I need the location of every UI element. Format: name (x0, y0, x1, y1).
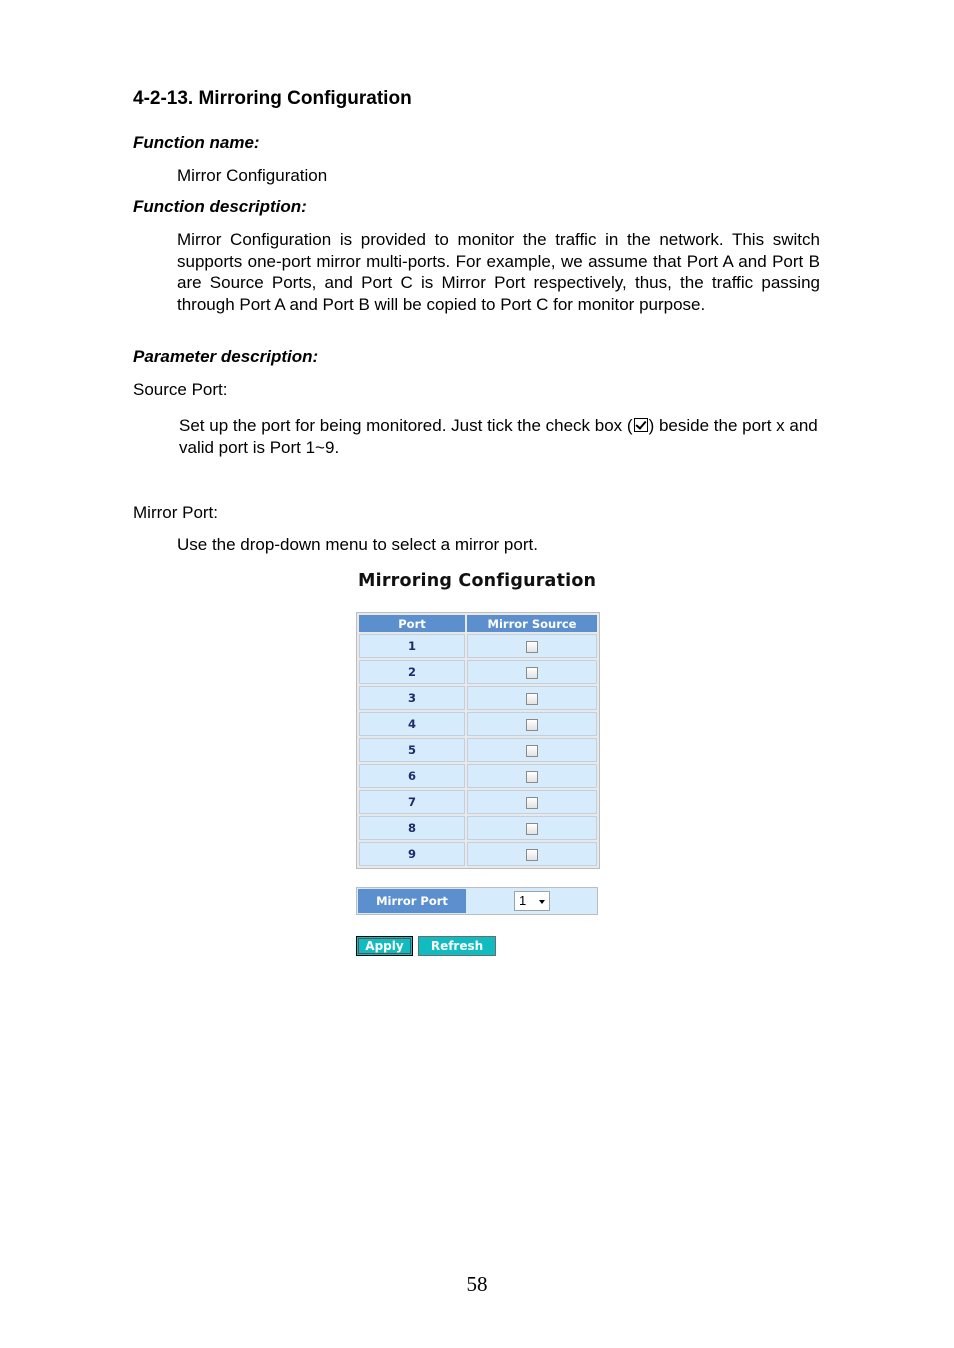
mirror-source-checkbox[interactable] (526, 849, 538, 861)
source-port-text-before: Set up the port for being monitored. Just tick the check box ( (179, 416, 633, 435)
mirror-port-description: Use the drop-down menu to select a mirror port. (177, 535, 538, 554)
mirror-source-checkbox[interactable] (526, 745, 538, 757)
dropdown-arrow-icon (539, 900, 545, 904)
mirror-source-checkbox[interactable] (526, 641, 538, 653)
source-port-text-after: ) beside the port x and valid port is Port 1~9. (179, 416, 818, 457)
port-number: 5 (359, 738, 465, 762)
mirror-source-cell (467, 842, 597, 866)
mirror-source-checkbox[interactable] (526, 719, 538, 731)
mirror-source-cell (467, 816, 597, 840)
ui-title: Mirroring Configuration (358, 571, 597, 591)
mirror-port-select[interactable] (514, 891, 550, 911)
mirror-source-cell (467, 686, 597, 710)
table-row (359, 712, 597, 736)
source-port-description (179, 415, 819, 458)
table-row (359, 790, 597, 814)
column-header-port: Port (359, 615, 465, 632)
mirror-source-cell (467, 790, 597, 814)
mirror-port-label: Mirror Port: (133, 503, 218, 522)
mirror-port-selected-value: 1 (519, 893, 527, 908)
mirror-source-cell (467, 764, 597, 788)
checked-box-icon (634, 418, 648, 432)
port-number: 3 (359, 686, 465, 710)
mirror-source-cell (467, 712, 597, 736)
mirror-source-checkbox[interactable] (526, 667, 538, 679)
table-row (359, 738, 597, 762)
refresh-button[interactable]: Refresh (418, 936, 496, 956)
port-number: 9 (359, 842, 465, 866)
port-number: 7 (359, 790, 465, 814)
port-number: 6 (359, 764, 465, 788)
mirror-source-checkbox[interactable] (526, 823, 538, 835)
table-row (359, 816, 597, 840)
column-header-mirror-source: Mirror Source (467, 615, 597, 632)
mirror-source-cell (467, 634, 597, 658)
source-port-label: Source Port: (133, 380, 228, 399)
mirror-port-header: Mirror Port (358, 889, 466, 913)
port-number: 8 (359, 816, 465, 840)
section-title: 4-2-13. Mirroring Configuration (133, 88, 412, 109)
mirror-source-checkbox[interactable] (526, 693, 538, 705)
function-name-value: Mirror Configuration (177, 166, 328, 185)
mirror-source-cell (467, 660, 597, 684)
port-number: 4 (359, 712, 465, 736)
parameter-description-label: Parameter description: (133, 347, 319, 366)
function-description-text: Mirror Configuration is provided to monitor the traffic in the network. This switch supports one-port mirror multi-ports. For example, we assume that Port A and Port B are Source Ports, and Port C is Mirror Port respectively, thus, the traffic passing through Port A and Port B will be copied to Port C for monitor purpose. (177, 230, 820, 314)
mirror-source-checkbox[interactable] (526, 797, 538, 809)
table-row (359, 842, 597, 866)
table-row (359, 686, 597, 710)
mirror-source-cell (467, 738, 597, 762)
apply-button[interactable]: Apply (356, 936, 413, 956)
function-name-label: Function name: (133, 133, 260, 152)
table-row (359, 634, 597, 658)
page-number: 58 (466, 1272, 488, 1296)
function-description-label: Function description: (133, 197, 307, 216)
port-number: 2 (359, 660, 465, 684)
mirror-source-checkbox[interactable] (526, 771, 538, 783)
mirror-source-table (356, 612, 600, 869)
table-row (359, 764, 597, 788)
table-row (359, 660, 597, 684)
port-number: 1 (359, 634, 465, 658)
